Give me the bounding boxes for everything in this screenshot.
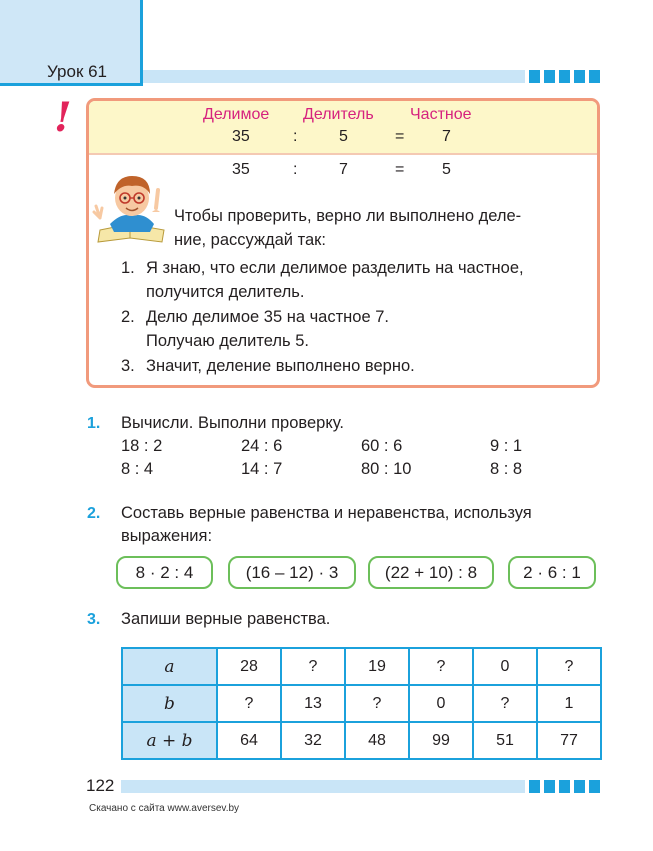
eq2-dividend: 35 [232,161,250,178]
expression: 18 : 2 [121,437,163,455]
table-row [122,722,601,759]
table-cell: 32 [281,722,345,759]
header-square [544,70,555,83]
term-dividend: Делимое [203,106,270,123]
header-square [559,70,570,83]
table-cell: 77 [537,722,601,759]
eq2-equals: = [395,161,405,178]
expression: 9 : 1 [490,437,523,455]
table-cell: ? [409,648,473,685]
step-text: Делю делимое 35 на частное 7. [146,308,389,326]
step-number: 2. [121,308,135,326]
table-cell: 0 [473,648,537,685]
lesson-title: Урок 61 [47,62,108,81]
task-number: 1. [87,415,101,432]
step-text: Я знаю, что если делимое разделить на частное, [146,259,524,277]
eq1-divide-sign: : [293,128,298,145]
task-text: выражения: [121,527,213,545]
boy-reading-icon [92,168,172,248]
header-square [529,70,540,83]
step-text: Значит, деление выполнено верно. [146,357,415,375]
task-text: Вычисли. Выполни проверку. [121,414,344,432]
page-number: 122 [86,776,115,795]
expression: 14 : 7 [241,460,283,478]
exclamation-icon: ! [54,94,72,141]
table-cell: ? [537,648,601,685]
table-cell: 64 [217,722,281,759]
table-cell: 13 [281,685,345,722]
task-text: Запиши верные равенства. [121,610,331,628]
eq1-dividend: 35 [232,128,250,145]
row-label: a + b [122,722,217,759]
footer-square [529,780,540,793]
source-credit: Скачано с сайта www.aversev.by [89,803,240,814]
eq1-divisor: 5 [339,128,348,145]
rule-intro-line2: ние, рассуждай так: [174,231,326,249]
term-divisor: Делитель [303,106,374,123]
table-cell: ? [281,648,345,685]
table-cell: ? [217,685,281,722]
expression-pill: (22 + 10) : 8 [368,556,494,589]
expression: 8 : 8 [490,460,523,478]
task-number: 2. [87,505,101,522]
eq2-divide-sign: : [293,161,298,178]
row-label: a [122,648,217,685]
eq2-divisor: 7 [339,161,348,178]
expression: 80 : 10 [361,460,412,478]
footer-square [589,780,600,793]
expression: 60 : 6 [361,437,403,455]
table-cell: 51 [473,722,537,759]
step-text: получится делитель. [146,283,305,301]
step-number: 1. [121,259,135,277]
table-cell: 48 [345,722,409,759]
header-square [574,70,585,83]
table-cell: ? [473,685,537,722]
table-row [122,648,601,685]
footer-square [574,780,585,793]
footer-square [544,780,555,793]
task-text: Составь верные равенства и неравенства, используя [121,504,532,522]
footer-stripe [121,780,525,793]
table-cell: 99 [409,722,473,759]
footer-square [559,780,570,793]
term-quotient: Частное [410,106,472,123]
table-cell: 28 [217,648,281,685]
eq1-quotient: 7 [442,128,451,145]
expression: 8 : 4 [121,460,154,478]
expression-pill: 8 · 2 : 4 [116,556,213,589]
expression: 24 : 6 [241,437,283,455]
expression-pill: (16 – 12) · 3 [228,556,356,589]
expression-pill: 2 · 6 : 1 [508,556,596,589]
table-cell: 0 [409,685,473,722]
values-table [121,647,602,760]
rule-intro-line1: Чтобы проверить, верно ли выполнено деле- [174,207,522,225]
step-text: Получаю делитель 5. [146,332,309,350]
table-row [122,685,601,722]
table-cell: 19 [345,648,409,685]
eq2-quotient: 5 [442,161,451,178]
step-number: 3. [121,357,135,375]
row-label: b [122,685,217,722]
task-number: 3. [87,611,101,628]
table-cell: 1 [537,685,601,722]
table-cell: ? [345,685,409,722]
eq1-equals: = [395,128,405,145]
header-stripe [143,70,525,83]
header-square [589,70,600,83]
